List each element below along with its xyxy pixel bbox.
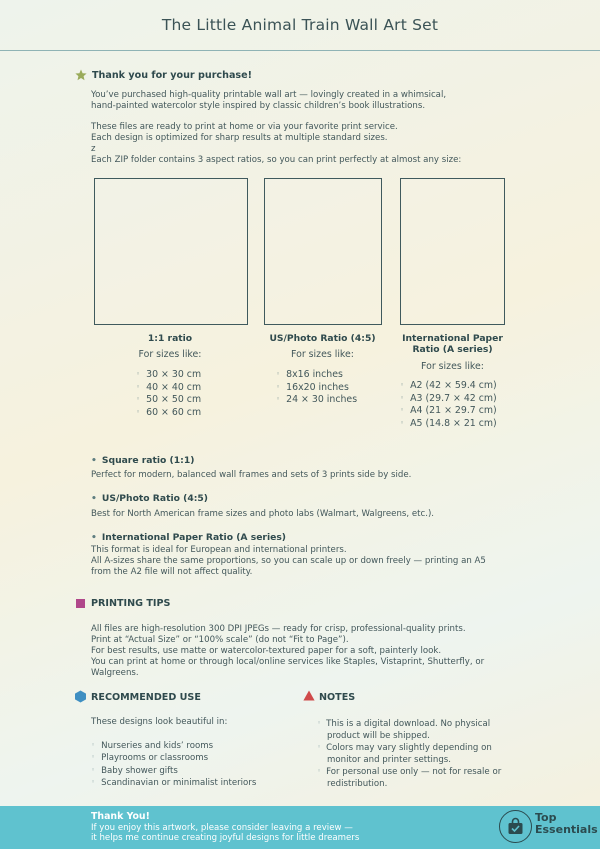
recommended-intro: These designs look beautiful in: [91, 717, 228, 727]
size-item: ◦ 50 × 50 cm [136, 394, 201, 407]
list-item: ◦ Playrooms or classrooms [91, 752, 256, 764]
thanks-line: You’ve purchased high-quality printable wall art — lovingly created in a whimsical, [91, 90, 447, 100]
ratio-note-heading-us-photo: • US/Photo Ratio (4:5) [91, 493, 208, 504]
ratio-sub-a-series: For sizes like: [421, 361, 484, 372]
printing-heading: PRINTING TIPS [91, 598, 171, 609]
size-item: ◦ 30 × 30 cm [136, 369, 201, 382]
size-list-square [136, 369, 201, 419]
shopping-bag-icon [507, 817, 524, 835]
thanks-line: hand-painted watercolor style inspired by classic children’s book illustrations. [91, 101, 426, 111]
size-item: ◦ A4 (21 × 29.7 cm) [400, 405, 497, 418]
footer-line: If you enjoy this artwork, please consider leaving a review — [91, 823, 353, 833]
footer-line: it helps me continue creating joyful designs for little dreamers [91, 833, 360, 844]
size-list-us-photo [276, 369, 357, 407]
ratio-sub-square: For sizes like: [138, 349, 202, 360]
printing-line: You can print at home or through local/online services like Staples, Vistaprint, Shutterfly, or [91, 657, 485, 667]
thanks-line: These files are ready to print at home or via your favorite print service. [91, 122, 398, 132]
list-item: ◦ Nurseries and kids’ rooms [91, 740, 256, 752]
star-icon [75, 69, 87, 81]
thanks-heading: Thank you for your purchase! [92, 70, 253, 81]
size-item: ◦ 8x16 inches [276, 369, 357, 382]
ratio-title-line: International Paper [402, 333, 503, 344]
brand-line: Essentials [535, 823, 598, 836]
notes-heading: NOTES [319, 692, 356, 703]
page-title: The Little Animal Train Wall Art Set [161, 16, 439, 34]
brand-name [535, 812, 598, 836]
recommended-heading: RECOMMENDED USE [91, 692, 201, 703]
size-item: ◦ A2 (42 × 59.4 cm) [400, 380, 497, 393]
ratio-title-line: Ratio (A series) [412, 344, 493, 355]
printing-line: For best results, use matte or watercolor-textured paper for a soft, painterly look. [91, 646, 442, 656]
notes-list [317, 719, 517, 792]
list-item: ◦ Scandinavian or minimalist interiors [91, 777, 256, 789]
ratio-note-heading-square: • Square ratio (1:1) [91, 455, 194, 466]
frame-us-photo [264, 178, 382, 325]
recommended-list [91, 740, 256, 790]
frame-a-series [400, 178, 505, 325]
ratio-note-line: This format is ideal for European and international printers. [91, 545, 347, 555]
warning-triangle-icon [303, 690, 315, 701]
list-item: ◦ Baby shower gifts [91, 765, 256, 777]
ratio-note-line: Perfect for modern, balanced wall frames and sets of 3 prints side by side. [91, 470, 412, 480]
ratio-title-a-series [395, 333, 510, 355]
ratio-note-line: Best for North American frame sizes and photo labs (Walmart, Walgreens, etc.). [91, 509, 435, 519]
square-icon [76, 599, 85, 608]
size-item: ◦ A3 (29.7 × 42 cm) [400, 393, 497, 406]
size-item: ◦ 24 × 30 inches [276, 394, 357, 407]
thanks-line: Each design is optimized for sharp results at multiple standard sizes. [91, 133, 388, 143]
hexagon-icon [74, 690, 87, 703]
footer-title: Thank You! [91, 811, 150, 822]
printing-line: All files are high-resolution 300 DPI JPEGs — ready for crisp, professional-quality prints. [91, 624, 466, 634]
ratio-title-us-photo: US/Photo Ratio (4:5) [269, 333, 376, 344]
ratio-sub-us-photo: For sizes like: [291, 349, 354, 360]
printing-line: Print at “Actual Size” or “100% scale” (do not “Fit to Page”). [91, 635, 349, 645]
frame-square [94, 178, 248, 325]
ratio-note-heading-a-series: • International Paper Ratio (A series) [91, 532, 286, 543]
title-divider [0, 50, 600, 51]
size-item: ◦ A5 (14.8 × 21 cm) [400, 418, 497, 431]
thanks-line: Each ZIP folder contains 3 aspect ratios, so you can print perfectly at almost any size: [91, 155, 462, 165]
list-item: ◦ For personal use only — not for resale or redistribution. [317, 767, 517, 790]
size-list-a-series [400, 380, 497, 430]
brand-line: Top [535, 811, 557, 824]
size-item: ◦ 16x20 inches [276, 382, 357, 395]
size-item: ◦ 60 × 60 cm [136, 407, 201, 420]
footer-message [91, 823, 359, 844]
printing-line: Walgreens. [91, 668, 139, 678]
list-item: ◦ Colors may vary slightly depending on monitor and printer settings. [317, 743, 517, 766]
size-item: ◦ 40 × 40 cm [136, 382, 201, 395]
list-item: ◦ This is a digital download. No physical product will be shipped. [317, 719, 517, 742]
ratio-note-line: from the A2 file will not affect quality. [91, 567, 253, 577]
thanks-line: z [91, 144, 96, 154]
ratio-note-line: All A-sizes share the same proportions, so you can scale up or down freely — printing an A5 [91, 556, 486, 566]
ratio-title-square: 1:1 ratio [147, 333, 193, 344]
